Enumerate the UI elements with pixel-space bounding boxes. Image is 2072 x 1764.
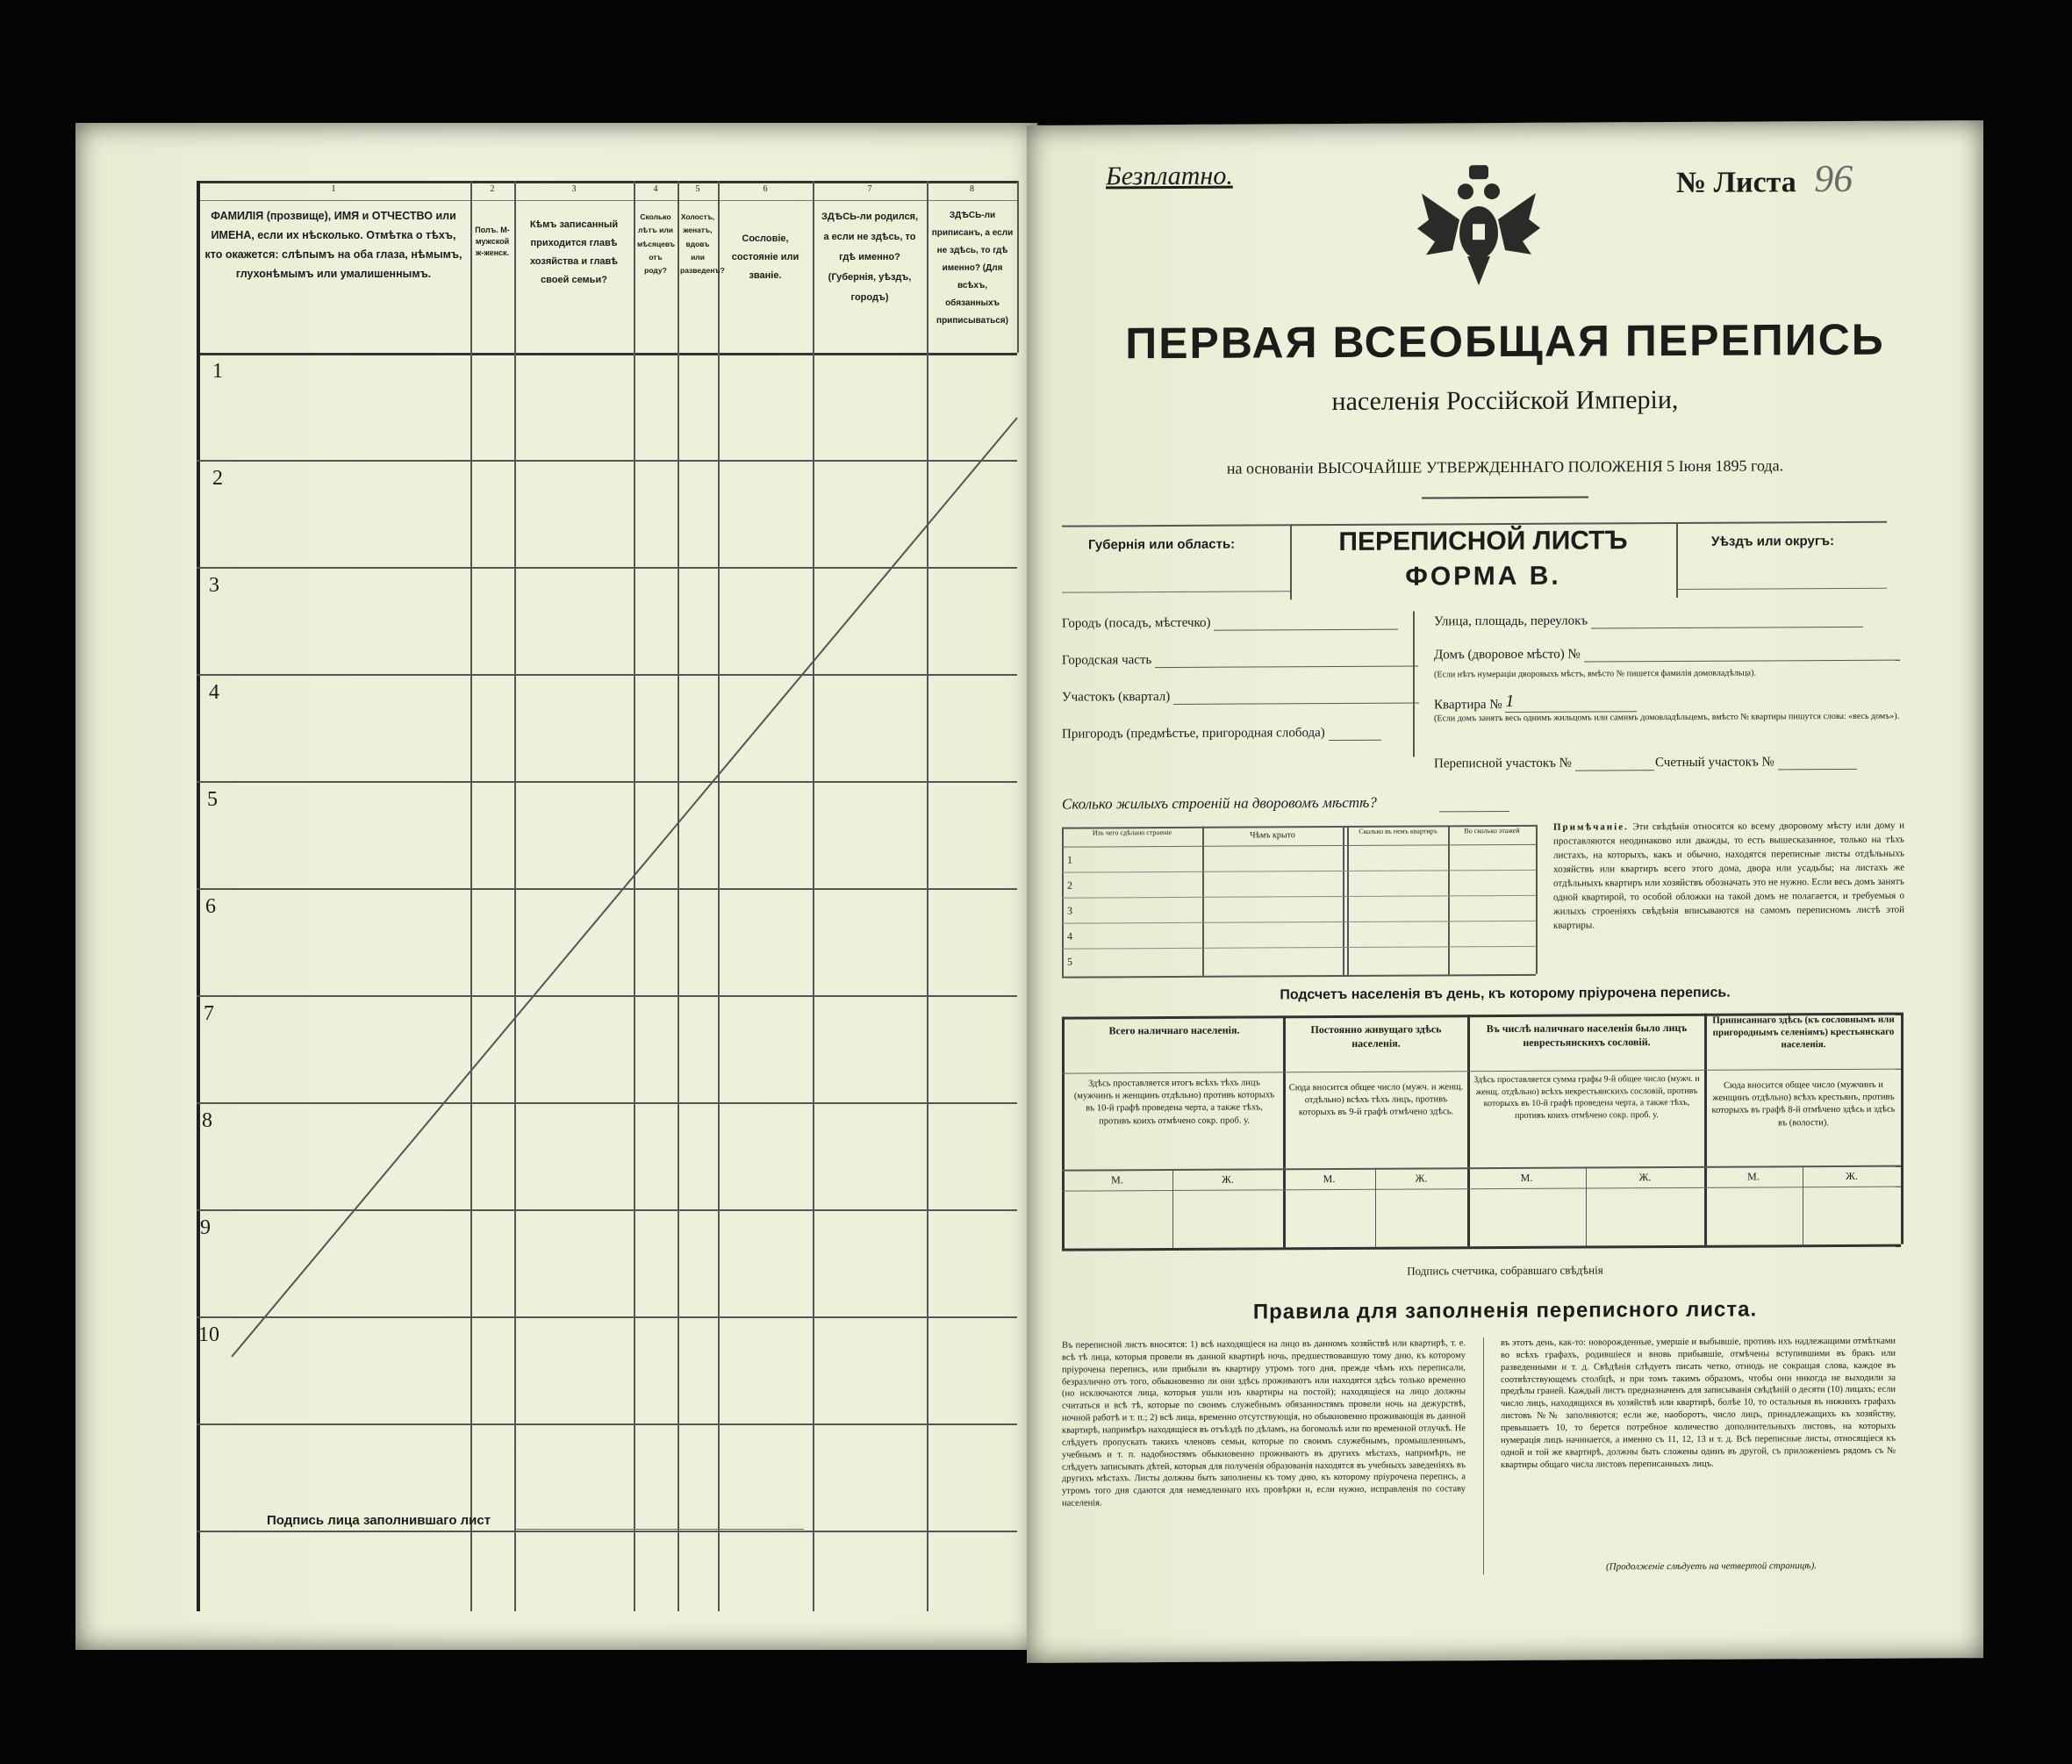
census-district-label: Переписной участокъ № <box>1434 756 1572 771</box>
city-part-field[interactable] <box>1062 652 1418 669</box>
street-field[interactable] <box>1434 613 1863 630</box>
census-subtitle: населенія Россійской Имперіи, <box>1331 384 1679 417</box>
column-header-estate: Сословіе, состояніе или званіе. <box>731 233 799 281</box>
column-number: 6 <box>763 184 768 194</box>
form-title: ПЕРЕПИСНОЙ ЛИСТЪ <box>1338 526 1628 556</box>
column-header-relation: Кѣмъ записанный приходится главѣ хозяйства и главѣ своей семьи? <box>529 219 619 285</box>
street-label: Улица, площадь, переулокъ <box>1434 613 1588 629</box>
row-number: 10 <box>198 1323 219 1346</box>
form-header <box>1062 521 1887 605</box>
row-number: 7 <box>204 1002 214 1025</box>
city-part-label: Городская часть <box>1062 653 1152 668</box>
female-label: Ж. <box>1415 1172 1428 1185</box>
column-number: 4 <box>653 184 658 194</box>
stats-desc-peasant: Сюда вносится общее число (мужчинъ и женщинъ отдѣльно) всѣхъ крестьянъ, противъ которыхъ въ графѣ 8-й отмѣчено здѣсь и здѣсь въ (волости). <box>1711 1079 1896 1128</box>
city-field[interactable] <box>1062 615 1398 632</box>
stats-header-total: Всего наличнаго населенія. <box>1108 1023 1240 1037</box>
census-district-field[interactable] <box>1434 756 1654 771</box>
male-label: М. <box>1323 1172 1336 1186</box>
buildings-row-number: 3 <box>1067 904 1072 917</box>
column-number: 8 <box>970 184 974 194</box>
buildings-question: Сколько жилыхъ строеній на дворовомъ мѣстѣ? <box>1062 793 1377 813</box>
column-number: 7 <box>867 184 872 194</box>
stats-desc-non-peasant: Здѣсь проставляется сумма графы 9-й общее число (мужч. и женщ. отдѣльно) всѣхъ некрестьянскихъ сословій, противъ которыхъ въ 10-й графѣ проведена черта, а также тѣхъ, противъ коихъ отмѣчено сокр. проб. у. <box>1473 1073 1700 1121</box>
buildings-table <box>1062 825 1536 977</box>
male-label: М. <box>1111 1173 1123 1187</box>
buildings-row-number: 1 <box>1067 853 1072 866</box>
apartment-label: Квартира № <box>1434 698 1502 713</box>
diagonal-strike-line <box>197 181 1017 1611</box>
column-header-age: Сколько лѣтъ или мѣсяцевъ отъ роду? <box>637 212 676 276</box>
stats-desc-total: Здѣсь проставляется итогъ всѣхъ тѣхъ лицъ (мужчинъ и женщинъ отдѣльно) противъ которыхъ въ 10-й графѣ проведена черта, а также тѣхъ, противъ коихъ отмѣчено сокр. проб. у. <box>1073 1078 1275 1126</box>
district-field[interactable] <box>1062 689 1419 706</box>
district-label: Участокъ (квартал) <box>1062 689 1171 705</box>
uezd-label: Уѣздъ или округъ: <box>1711 534 1835 549</box>
house-field[interactable] <box>1434 646 1900 663</box>
sheet-number <box>1676 156 1853 202</box>
stats-header-permanent: Постоянно живущаго здѣсь населенія. <box>1310 1022 1442 1051</box>
census-basis: на основаніи ВЫСОЧАЙШЕ УТВЕРЖДЕННАГО ПОЛОЖЕНІЯ 5 Іюня 1895 года. <box>1226 456 1784 477</box>
column-number: 2 <box>490 184 495 194</box>
rules-text-left: Въ переписной листъ вносятся: 1) всѣ находящіеся на лицо въ данномъ хозяйствѣ или квартирѣ, т. е. всѣ тѣ лица, которыя провели въ данной квартирѣ ночь, предшествовавшую тому дню, къ которому пріурочена перепись, или прибыли въ квартиру утромъ того дня, прежде чѣмъ ихъ переписали, безразлично отъ того, обыкновенно ли они здѣсь проживаютъ или находятся здѣсь только временно (но исключаются лица, которыя ушли изъ квартиры на постой); находящіеся на лицо должны считаться и всѣ тѣ, которые по своимъ служебнымъ обязанностямъ провели ночь на дежурствѣ, ночной работѣ и т. п.; 2) всѣ лица, временно отсутствующія, но обыкновенно проживающія въ данной квартирѣ, напримѣръ находящіеся въ отъѣздѣ по дѣламъ, на богомольѣ или по временной отлучкѣ. Не слѣдуетъ пропускать такихъ членовъ семьи, которые по своимъ служебнымъ, промышленнымъ, учебнымъ и т. п. надобностямъ обыкновенно проживаютъ въ другихъ мѣстахъ, напримѣръ, не слѣдуетъ записывать дѣтей, которыя для полученія образованія находятся въ учебныхъ заведеніяхъ въ другихъ мѣстахъ. Листы должны быть заполнены къ тому дню, къ которому пріурочена перепись, а утромъ того дня сдаются для немедленнаго ихъ провѣрки и, если нужно, исправленія по составу населенія. <box>1062 1338 1466 1509</box>
row-number: 4 <box>209 681 219 704</box>
apartment-field[interactable] <box>1434 691 1637 713</box>
row-number: 3 <box>209 574 219 597</box>
female-label: Ж. <box>1222 1172 1234 1186</box>
population-count-table <box>1062 1013 1901 1249</box>
buildings-header: Сколько въ немъ квартиръ <box>1359 827 1437 835</box>
continuation-note: (Продолженіе слѣдуетъ на четвертой страницѣ). <box>1606 1560 1817 1573</box>
row-number: 1 <box>212 360 223 383</box>
row-number: 5 <box>207 788 218 811</box>
suburb-field[interactable] <box>1062 726 1381 742</box>
count-district-label: Счетный участокъ № <box>1655 755 1774 771</box>
column-header-registered: ЗДѢСЬ-ли приписанъ, а если не здѣсь, то гдѣ именно? (Для всѣхъ, обязанныхъ приписываться) <box>931 211 1014 326</box>
signature-label: Подпись лица заполнившаго лист <box>267 1513 491 1528</box>
column-header-sex: Полъ. М-мужской ж-женск. <box>475 226 510 258</box>
form-name: ФОРМА В. <box>1405 561 1561 592</box>
free-label: Безплатно. <box>1106 161 1233 191</box>
note-label: Примѣчаніе. <box>1553 821 1629 833</box>
buildings-note <box>1553 820 1904 979</box>
stats-header-peasant: Приписаннаго здѣсь (къ сословнымъ или пригороднымъ селеніямъ) крестьянскаго населенія. <box>1712 1014 1895 1050</box>
household-table <box>197 181 1017 1611</box>
count-title: Подсчетъ населенія въ день, къ которому пріурочена перепись. <box>1280 985 1731 1003</box>
rules-title: Правила для заполненія переписного листа. <box>1252 1297 1758 1324</box>
guberniya-label: Губернія или область: <box>1088 536 1236 553</box>
row-number: 9 <box>200 1216 211 1239</box>
house-note: (Если нѣтъ нумераціи дворовыхъ мѣстъ, вмѣсто № пишется фамилія домовладѣльца). <box>1434 668 1756 680</box>
buildings-header: Изъ чего сдѣлано строеніе <box>1092 828 1172 837</box>
count-district-field[interactable] <box>1655 755 1857 771</box>
buildings-row-number: 5 <box>1067 955 1072 968</box>
imperial-eagle-emblem <box>1413 158 1545 290</box>
rules-text-right: въ этотъ день, как-то: новорожденные, умершіе и выбывшіе, противъ ихъ надлежащими отмѣтками во всѣхъ графахъ, родившіеся и вновь прибывшіе, отмѣчены вступившими въ бракъ или разведенными и т. д. Свѣдѣнія слѣдуетъ писать четко, отнюдь не сокращая слова, каждое въ соотвѣтствующемъ столбцѣ, и при томъ такимъ образомъ, чтобы они никогда не выходили за предѣлы граней. Каждый листъ предназначенъ для записыванія свѣдѣній о десяти (10) лицахъ; если число лицъ, находящихся въ хозяйствѣ или квартирѣ, болѣе 10, то остальныя въ нижнихъ графахъ листовъ №№ заполняются; если же, наоборотъ, число лицъ, принадлежащихъ къ хозяйству, превышаетъ 10, то берется потребное количество дополнительныхъ листовъ, на которыхъ нумерація лицъ начинается, а именно съ 11, 12, 13 и т. д. Всѣ переписные листы, относящіеся къ одной и той же квартирѣ, должны быть сложены одинъ въ другой, съ приложеніемъ рядомъ съ № квартиры общаго числа листовъ переписанныхъ лицъ. <box>1501 1336 1896 1470</box>
left-page <box>75 123 1037 1650</box>
row-number: 8 <box>202 1109 212 1132</box>
column-header-name: ФАМИЛІЯ (прозвище), ИМЯ и ОТЧЕСТВО или ИМЕНА, если их нѣсколько. Отмѣтка о тѣхъ, кто окажется: слѣпымъ на оба глаза, нѣмымъ, глухонѣмымъ или умалишеннымъ. <box>204 210 462 280</box>
house-label: Домъ (дворовое мѣсто) № <box>1434 647 1581 663</box>
column-number: 5 <box>695 184 700 194</box>
stats-desc-permanent: Сюда вносится общее число (мужч. и женщ. отдѣльно) всѣхъ тѣхъ лицъ, противъ которыхъ въ 9-й графѣ отмѣчено здѣсь. <box>1288 1082 1464 1118</box>
female-label: Ж. <box>1846 1169 1858 1182</box>
note-text: Эти свѣдѣнія относятся ко всему дворовому мѣсту или дому и проставляются неодинаково или дважды, то есть вышесказанное, только на тѣхъ листахъ, на которыхъ, какъ и обычно, находятся переписные листы отдѣльныхъ хозяйствъ или квартиръ всего этого дома, двора или усадьбы; на листахъ же отдѣльныхъ квартиръ или хозяйствъ обозначать это не нужно. Если весь домъ занятъ одной квартирой, то особой обложки на такой домъ не полагается, и требуемыя о жилыхъ строеніяхъ свѣдѣнія вписываются на самомъ переписномъ листѣ этой квартиры. <box>1553 820 1905 931</box>
census-title: ПЕРВАЯ ВСЕОБЩАЯ ПЕРЕПИСЬ <box>1125 314 1885 369</box>
counter-signature: Подпись счетчика, собравшаго свѣдѣнія <box>1407 1263 1603 1278</box>
buildings-row-number: 4 <box>1067 929 1072 943</box>
sheet-number-label: № Листа <box>1676 166 1796 199</box>
column-header-birthplace: ЗДѢСЬ-ли родился, а если не здѣсь, то гдѣ именно? (Губернія, уѣздъ, городъ) <box>821 212 919 304</box>
buildings-header: Во сколько этажей <box>1464 826 1520 835</box>
apartment-value: 1 <box>1505 691 1515 711</box>
sheet-number-value: 96 <box>1814 156 1853 201</box>
buildings-row-number: 2 <box>1067 878 1072 892</box>
right-page <box>1027 120 1983 1663</box>
column-header-marital: Холостъ, женатъ, вдовъ или разведенъ? <box>680 212 725 276</box>
buildings-header: Чѣмъ крыто <box>1250 830 1295 841</box>
male-label: М. <box>1520 1171 1533 1184</box>
column-number: 3 <box>571 184 577 194</box>
apartment-note: (Если домъ занятъ весь однимъ жильцомъ или самимъ домовладѣльцемъ, вмѣсто № квартиры пишутся слова: «весь домъ»). <box>1434 711 1900 724</box>
row-number: 2 <box>212 467 223 490</box>
suburb-label: Пригородъ (предмѣстье, пригородная слобода) <box>1062 726 1325 742</box>
column-number: 1 <box>331 184 336 194</box>
female-label: Ж. <box>1638 1171 1652 1184</box>
city-label: Городъ (посадъ, мѣстечко) <box>1062 615 1211 631</box>
row-number: 6 <box>205 895 216 918</box>
stats-header-non-peasant: Въ числѣ наличнаго населенія было лицъ неврестьянскихъ сословій. <box>1486 1021 1688 1050</box>
male-label: М. <box>1747 1170 1760 1183</box>
